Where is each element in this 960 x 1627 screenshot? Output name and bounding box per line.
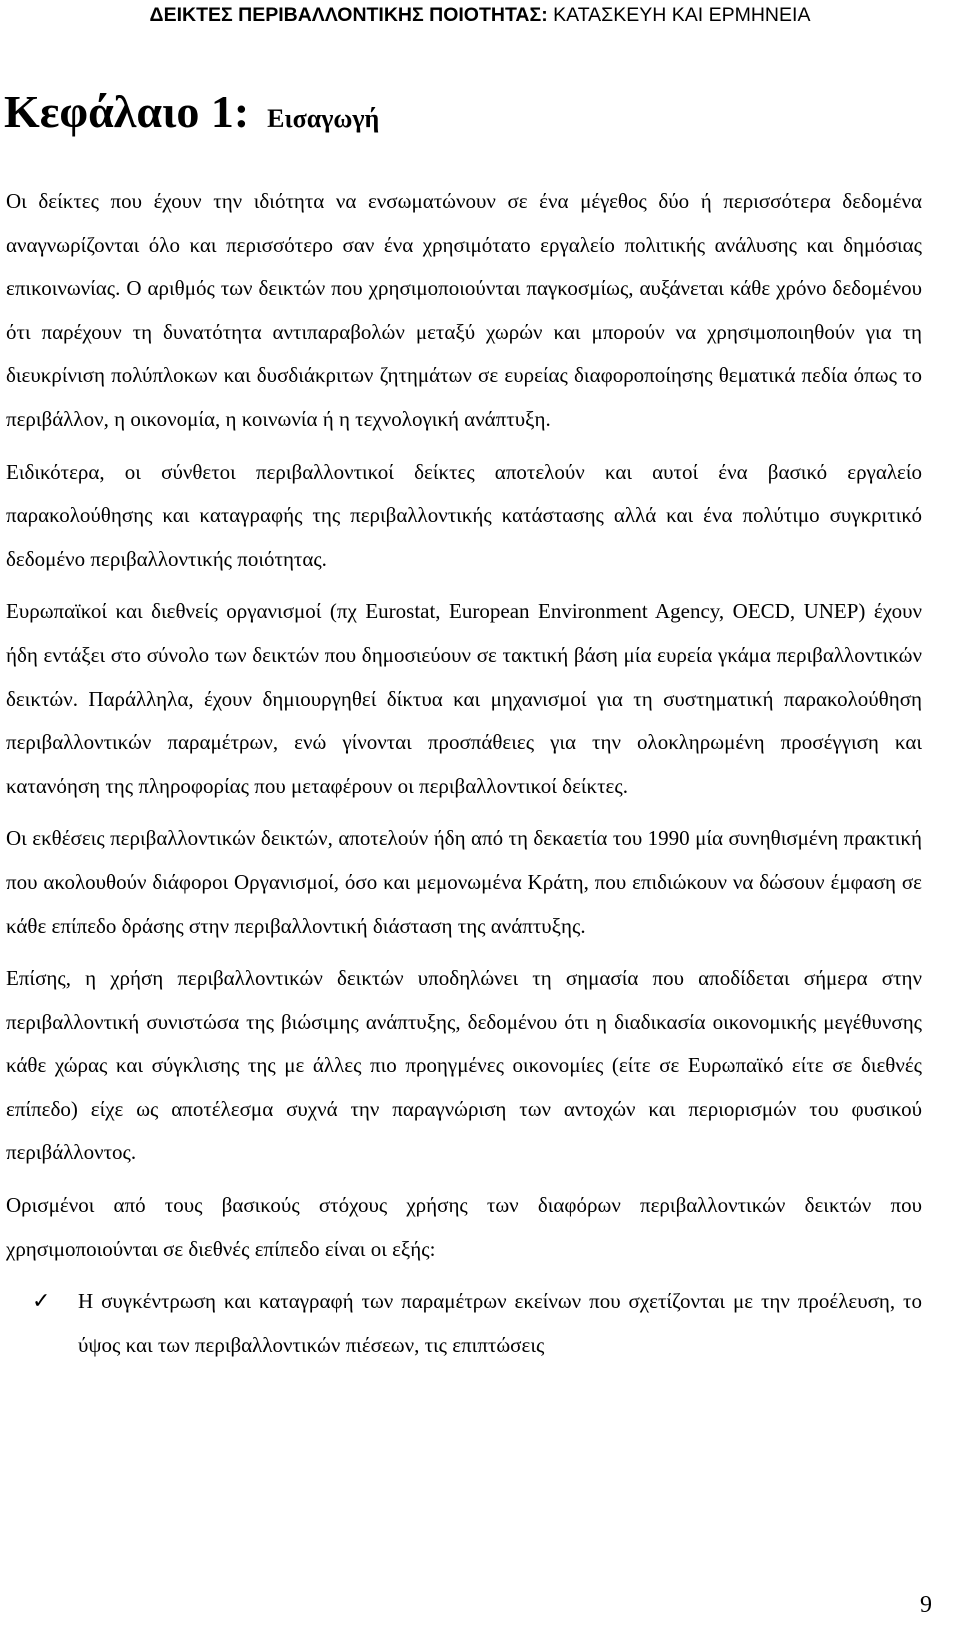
chapter-title: Εισαγωγή [267, 104, 380, 133]
running-header [0, 3, 960, 27]
paragraph: Ειδικότερα, οι σύνθετοι περιβαλλοντικοί δείκτες αποτελούν και αυτοί ένα βασικό εργαλείο παρακολούθησης και καταγραφής της περιβαλλοντικής κατάστασης αλλά και ένα πολύτιμο συγκριτικό δεδομένο περιβαλλοντικής ποιότητας. [6, 459, 922, 571]
paragraph: Επίσης, η χρήση περιβαλλοντικών δεικτών υποδηλώνει τη σημασία που αποδίδεται σήμερα στην περιβαλλοντική συνιστώσα της βιώσιμης ανάπτυξης, δεδομένου ότι η διαδικασία οικονομικής μεγέθυνσης κάθε χώρας και σύγκλισης της με άλλες πιο προηγμένες οικονομίες (είτε σε Ευρωπαϊκό είτε σε διεθνές επίπεδο) είχε ως αποτέλεσμα συχνά την παραγνώριση των αντοχών και περιορισμών του φυσικού περιβάλλοντος. [6, 966, 922, 1165]
list-item-text: Η συγκέντρωση και καταγραφή των παραμέτρων εκείνων που σχετίζονται με την προέλευση, το ύψος και των περιβαλλοντικών πιέσεων, τις επιπτώσεις [78, 1289, 922, 1357]
paragraph: Οι εκθέσεις περιβαλλοντικών δεικτών, αποτελούν ήδη από τη δεκαετία του 1990 μία συνηθισμένη πρακτική που ακολουθούν διάφοροι Οργανισμοί, όσο και μεμονωμένα Κράτη, που επιδιώκουν να δώσουν έμφαση σε κάθε επίπεδο δράσης στην περιβαλλοντική διάσταση της ανάπτυξης. [6, 826, 922, 938]
header-bold: ΔΕΙΚΤΕΣ ΠΕΡΙΒΑΛΛΟΝΤΙΚΗΣ ΠΟΙΟΤΗΤΑΣ: [149, 4, 548, 26]
list-item [6, 1280, 922, 1367]
chapter-heading [4, 84, 379, 147]
page-number: 9 [920, 1592, 932, 1618]
check-icon: ✓ [32, 1289, 51, 1315]
body-text [6, 180, 922, 1367]
paragraph: Οι δείκτες που έχουν την ιδιότητα να ενσωματώνουν σε ένα μέγεθος δύο ή περισσότερα δεδομένα αναγνωρίζονται όλο και περισσότερο σαν ένα χρησιμότατο εργαλείο πολιτικής ανάλυσης και δημόσιας επικοινωνίας. Ο αριθμός των δεικτών που χρησιμοποιούνται παγκοσμίως, αυξάνεται κάθε χρόνο δεδομένου ότι παρέχουν τη δυνατότητα αντιπαραβολών μεταξύ χωρών και μπορούν να χρησιμοποιηθούν για τη διευκρίνιση πολύπλοκων και δυσδιάκριτων ζητημάτων σε ευρείας διαφοροποίησης θεματικά πεδία όπως το περιβάλλον, η οικονομία, η κοινωνία ή η τεχνολογική ανάπτυξη. [6, 189, 922, 431]
paragraph: Ορισμένοι από τους βασικούς στόχους χρήσης των διαφόρων περιβαλλοντικών δεικτών που χρησιμοποιούνται σε διεθνές επίπεδο είναι οι εξής: [6, 1193, 922, 1261]
header-rest: ΚΑΤΑΣΚΕΥΗ ΚΑΙ ΕΡΜΗΝΕΙΑ [547, 4, 811, 26]
chapter-number: Κεφάλαιο 1: [4, 86, 250, 137]
paragraph: Ευρωπαϊκοί και διεθνείς οργανισμοί (πχ Eurostat, European Environment Agency, OECD, UNEP) έχουν ήδη εντάξει στο σύνολο των δεικτών που δημοσιεύουν σε τακτική βάση μία ευρεία γκάμα περιβαλλοντικών δεικτών. Παράλληλα, έχουν δημιουργηθεί δίκτυα και μηχανισμοί για τη συστηματική παρακολούθηση περιβαλλοντικών παραμέτρων, ενώ γίνονται προσπάθειες για την ολοκληρωμένη προσέγγιση και κατανόηση της πληροφορίας που μεταφέρουν οι περιβαλλοντικοί δείκτες. [6, 599, 922, 798]
